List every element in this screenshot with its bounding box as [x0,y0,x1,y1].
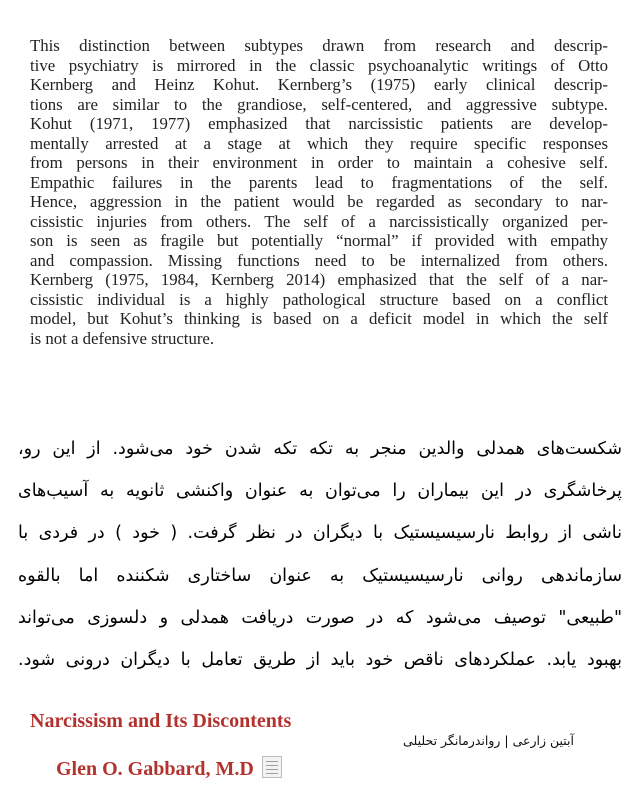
author-name: Glen O. Gabbard, M.D [56,758,254,780]
excerpt-line: and compassion. Missing functions need to be internalized from others. [30,250,608,270]
translation-line: "طبیعی" توصیف می‌شود که در صورت دریافت همدلی و دلسوزی می‌تواند [18,607,622,628]
persian-translation [18,428,622,681]
excerpt-line: cissistic injuries from others. The self of a narcissistically organized per- [30,211,608,231]
document-icon [262,756,282,778]
book-author [56,756,282,781]
excerpt-line: Kohut (1971, 1977) emphasized that narcissistic patients are develop- [30,114,608,133]
english-excerpt [30,36,608,348]
excerpt-line: tive psychiatry is mirrored in the classic psychoanalytic writings of Otto [30,55,608,75]
translation-line: شکست‌های همدلی والدین منجر به تکه تکه شدن خود می‌شود. از این رو، [18,439,622,459]
translation-line: پرخاشگری در این بیماران را می‌توان به عنوان واکنشی ثانویه به آسیب‌های [18,481,622,502]
translation-line: بهبود یابد. عملکردهای ناقص خود باید از طریق تعامل با دیگران درونی شود. [18,650,622,671]
translation-line: سازماندهی روانی نارسیسیستیک به عنوان ساختاری شکننده اما بالقوه [18,565,622,586]
excerpt-line: from persons in their environment in order to maintain a cohesive self. [30,153,608,172]
excerpt-line: mentally arrested at a stage at which they require specific responses [30,133,608,153]
excerpt-line: cissistic individual is a highly pathological structure based on a conflict [30,289,608,309]
excerpt-line: model, but Kohut’s thinking is based on a deficit model in which the self [30,309,608,328]
translation-line: ناشی از روابط نارسیسیستیک با دیگران در نظر گرفت. ( خود ) در فردی با [18,523,622,544]
excerpt-line: Kernberg and Heinz Kohut. Kernberg’s (1975) early clinical descrip- [30,75,608,94]
translator-signature: آبتین زارعی | رواندرمانگر تحلیلی [403,733,574,748]
excerpt-line: is not a defensive structure. [30,328,215,348]
excerpt-line: tions are similar to the grandiose, self-centered, and aggressive subtype. [30,94,608,114]
excerpt-line: Empathic failures in the parents lead to fragmentations of the self. [30,172,608,192]
excerpt-line: Kernberg (1975, 1984, Kernberg 2014) emphasized that the self of a nar- [30,270,608,289]
excerpt-line: son is seen as fragile but potentially “normal” if provided with empathy [30,231,608,250]
excerpt-line: Hence, aggression in the patient would be regarded as secondary to nar- [30,192,608,211]
excerpt-line: This distinction between subtypes drawn from research and descrip- [30,36,608,55]
book-title: Narcissism and Its Discontents [30,710,292,732]
